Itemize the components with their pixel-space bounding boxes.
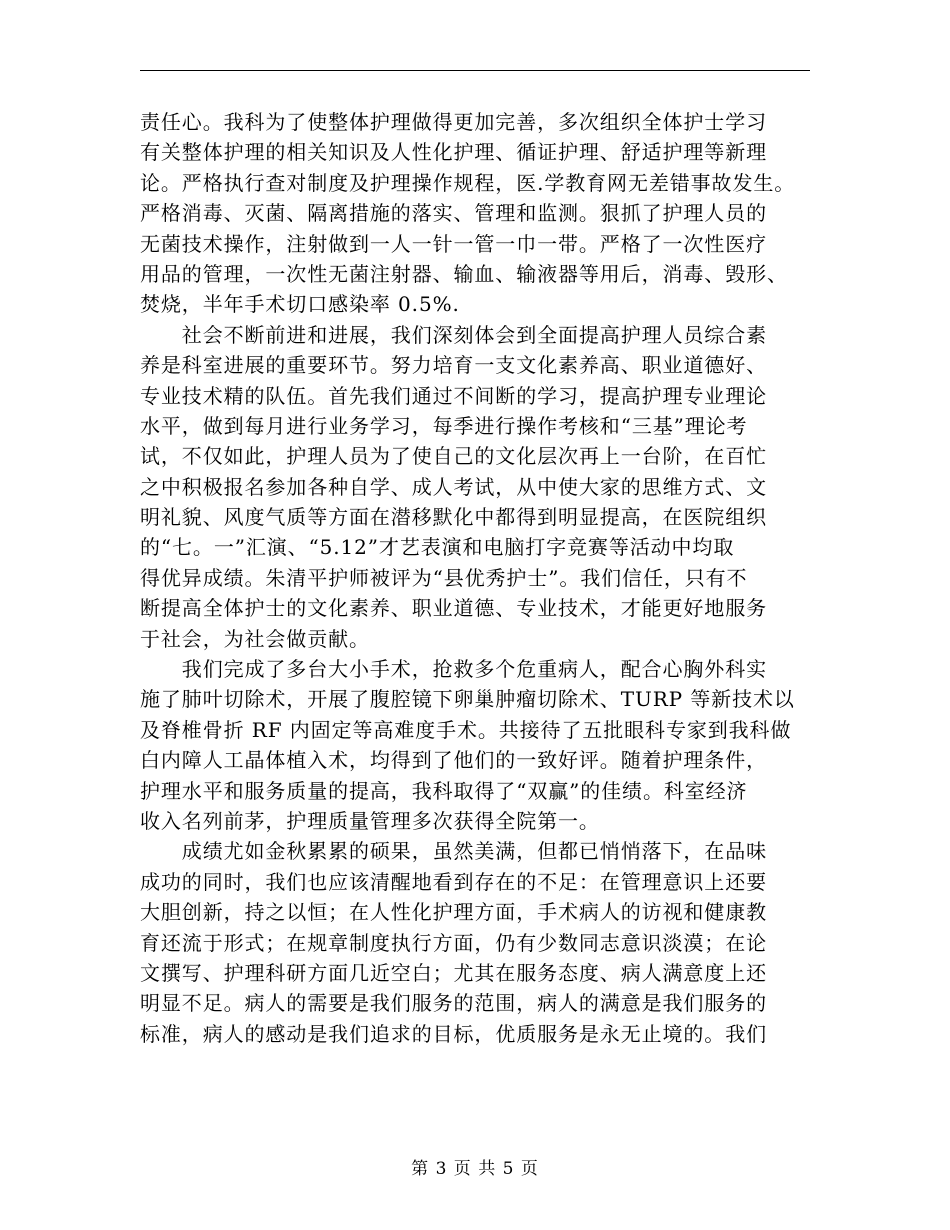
- text-line: 有关整体护理的相关知识及人性化护理、循证护理、舒适护理等新理: [140, 140, 767, 165]
- paragraph: [140, 107, 815, 320]
- text-line: 严格消毒、灭菌、隔离措施的落实、管理和监测。狠抓了护理人员的: [140, 201, 767, 226]
- text-line: 用品的管理，一次性无菌注射器、输血、输液器等用后，消毒、毁形、: [140, 261, 788, 286]
- text-line: 社会不断前进和进展，我们深刻体会到全面提高护理人员综合素: [140, 322, 767, 347]
- text-line: 标准，病人的感动是我们追求的目标，优质服务是永无止境的。我们: [140, 1021, 767, 1046]
- text-line: 责任心。我科为了使整体护理做得更加完善，多次组织全体护士学习: [140, 110, 767, 134]
- text-line: 于社会，为社会做贡献。: [140, 626, 370, 651]
- text-line: 我们完成了多台大小手术，抢救多个危重病人，配合心胸外科实: [140, 657, 767, 682]
- text-line: 之中积极报名参加各种自学、成人考试，从中使大家的思维方式、文: [140, 474, 767, 499]
- text-line: 得优异成绩。朱清平护师被评为“县优秀护士”。我们信任，只有不: [140, 565, 748, 590]
- text-line: 试，不仅如此，护理人员为了使自己的文化层次再上一台阶，在百忙: [140, 444, 767, 469]
- page-number-footer: 第 3 页 共 5 页: [411, 1159, 539, 1179]
- text-line: 养是科室进展的重要环节。努力培育一支文化素养高、职业道德好、: [140, 353, 767, 378]
- text-line: 无菌技术操作，注射做到一人一针一管一巾一带。严格了一次性医疗: [140, 231, 767, 256]
- text-line: 育还流于形式；在规章制度执行方面，仍有少数同志意识淡漠；在论: [140, 930, 767, 955]
- text-line: 论。严格执行查对制度及护理操作规程，医.学教育网无差错事故发生。: [140, 170, 796, 195]
- text-line: 成功的同时，我们也应该清醒地看到存在的不足：在管理意识上还要: [140, 869, 767, 894]
- text-line: 明显不足。病人的需要是我们服务的范围，病人的满意是我们服务的: [140, 991, 767, 1016]
- text-line: 断提高全体护士的文化素养、职业道德、专业技术，才能更好地服务: [140, 596, 767, 621]
- text-line: 文撰写、护理科研方面几近空白；尤其在服务态度、病人满意度上还: [140, 960, 767, 985]
- paragraph: [140, 320, 815, 654]
- text-line: 施了肺叶切除术，开展了腹腔镜下卵巢肿瘤切除术、TURP 等新技术以: [140, 687, 795, 712]
- text-line: 专业技术精的队伍。首先我们通过不间断的学习，提高护理专业理论: [140, 383, 767, 408]
- text-line: 大胆创新，持之以恒；在人性化护理方面，手术病人的访视和健康教: [140, 900, 767, 925]
- text-line: 及脊椎骨折 RF 内固定等高难度手术。共接待了五批眼科专家到我科做: [140, 717, 792, 742]
- paragraph: [140, 654, 815, 836]
- text-line: 护理水平和服务质量的提高，我科取得了“双赢”的佳绩。科室经济: [140, 778, 748, 803]
- text-line: 收入名列前茅，护理质量管理多次获得全院第一。: [140, 808, 600, 833]
- paragraph: [140, 836, 815, 1049]
- text-line: 明礼貌、风度气质等方面在潜移默化中都得到明显提高，在医院组织: [140, 505, 767, 530]
- text-line: 的“七。一”汇演、“5.12”才艺表演和电脑打字竞赛等活动中均取: [140, 535, 735, 560]
- text-line: 成绩尤如金秋累累的硕果，虽然美满，但都已悄悄落下，在品味: [140, 839, 767, 864]
- text-line: 焚烧，半年手术切口感染率 0.5%.: [140, 292, 460, 317]
- text-line: 白内障人工晶体植入术，均得到了他们的一致好评。随着护理条件，: [140, 748, 767, 773]
- document-body: [140, 107, 815, 1049]
- text-line: 水平，做到每月进行业务学习，每季进行操作考核和“三基”理论考: [140, 413, 748, 438]
- header-rule: [140, 70, 810, 71]
